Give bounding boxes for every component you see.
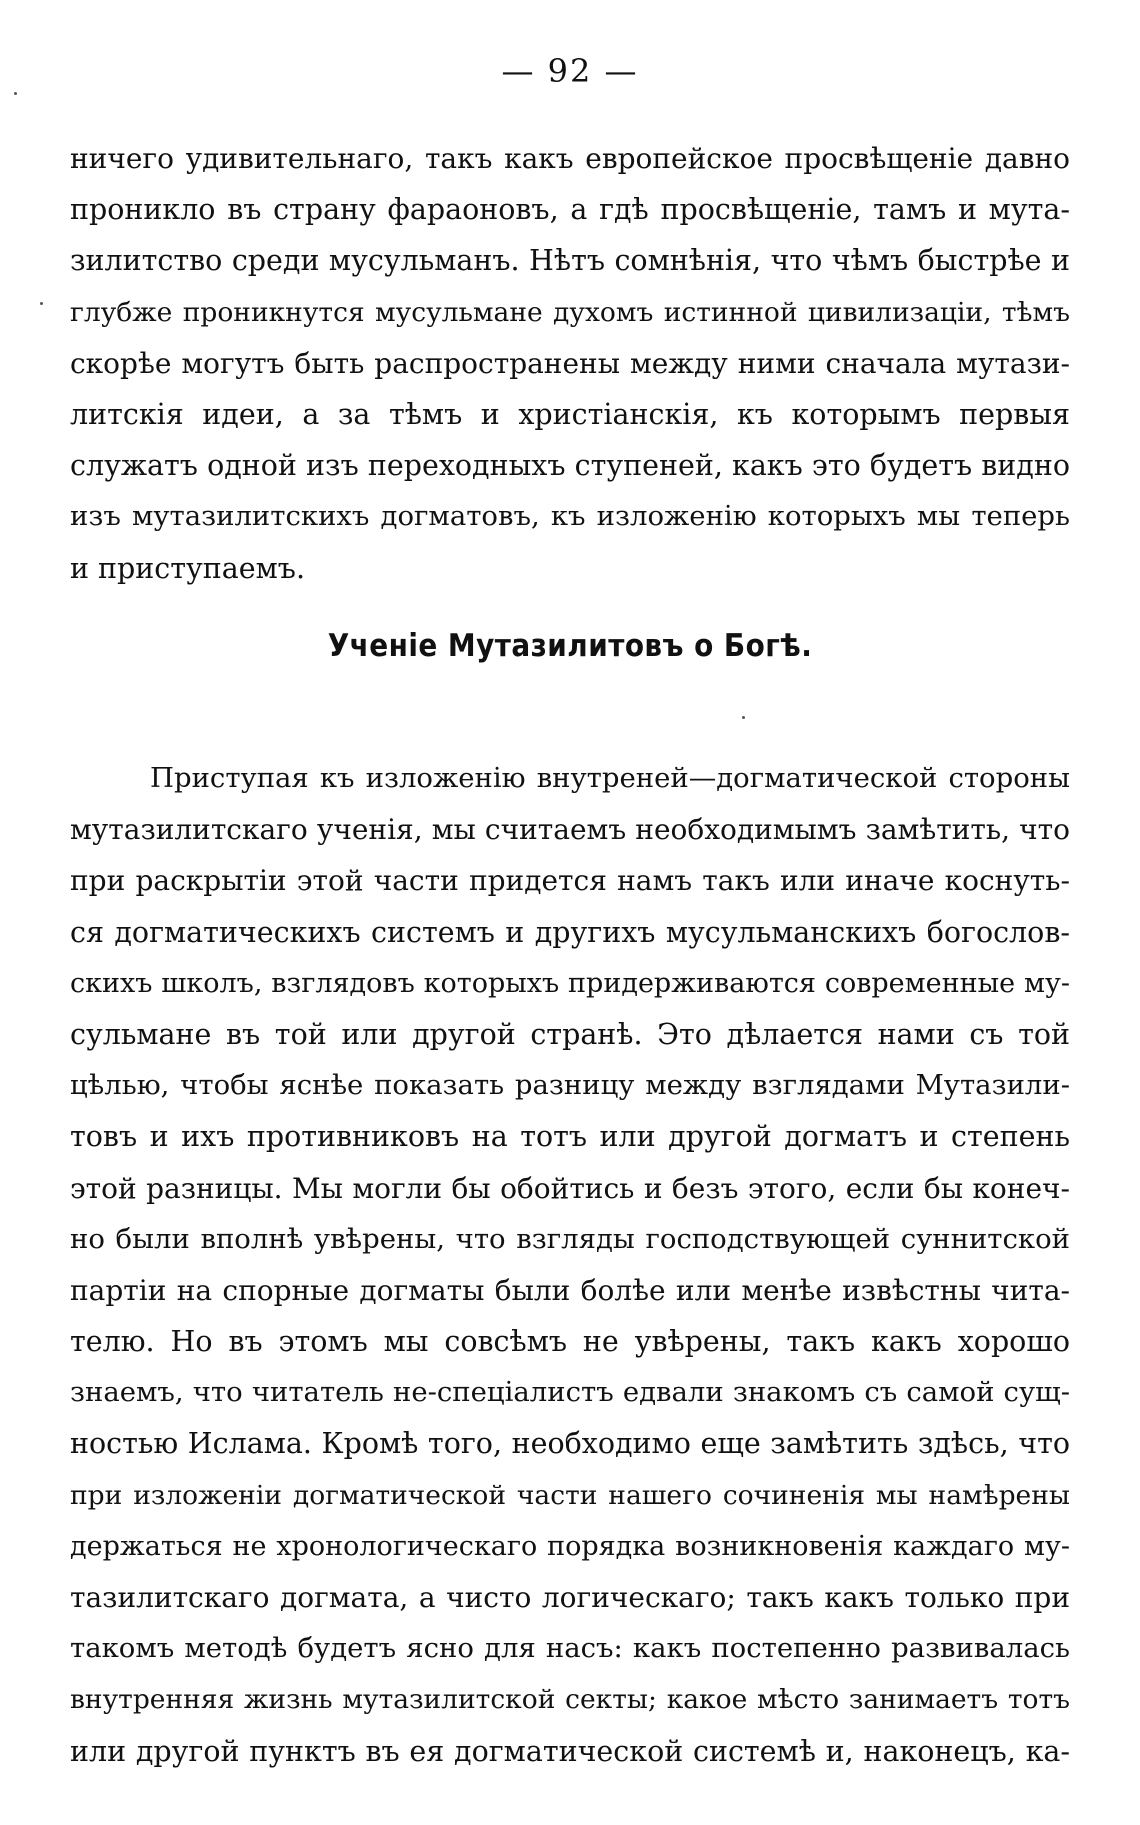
- text-line: при раскрытіи этой части придется намъ такъ или иначе коснуть-: [70, 864, 1070, 898]
- text-line: знаемъ, что читатель не-спеціалистъ едвали знакомъ съ самой сущ-: [70, 1376, 1070, 1409]
- scan-speck: [40, 302, 43, 305]
- text-line: или другой пунктъ въ ея догматической системѣ и, наконецъ, ка-: [70, 1734, 1070, 1768]
- text-line: товъ и ихъ противниковъ на тотъ или другой догматъ и степень: [70, 1120, 1070, 1154]
- text-line: ностью Ислама. Кромѣ того, необходимо еще замѣтить здѣсь, что: [70, 1427, 1070, 1461]
- text-line: цѣлью, чтобы яснѣе показать разницу между взглядами Мутазили-: [70, 1069, 1070, 1102]
- text-line: партіи на спорные догматы были болѣе или менѣе извѣстны чита-: [70, 1273, 1070, 1307]
- scan-speck: [14, 92, 17, 95]
- text-line: глубже проникнутся мусульмане духомъ истинной цивилизаціи, тѣмъ: [70, 296, 1070, 328]
- text-line: изъ мутазилитскихъ догматовъ, къ изложенію которыхъ мы теперь: [70, 500, 1070, 533]
- text-line: но были вполнѣ увѣрены, что взгляды господствующей суннитской: [70, 1222, 1070, 1255]
- text-line: ся догматическихъ системъ и другихъ мусульманскихъ богослов-: [70, 915, 1070, 949]
- text-line: такомъ методѣ будетъ ясно для насъ: какъ постепенно развивалась: [70, 1632, 1070, 1665]
- paragraph-2: [70, 753, 1070, 1777]
- text-line: проникло въ страну фараоновъ, а гдѣ просвѣщеніе, тамъ и мута-: [70, 193, 1070, 227]
- section-heading: Ученіе Мутазилитовъ о Богѣ.: [327, 628, 813, 664]
- text-line: этой разницы. Мы могли бы обойтись и безъ этого, если бы конеч-: [70, 1171, 1070, 1205]
- text-line: телю. Но въ этомъ мы совсѣмъ не увѣрены, такъ какъ хорошо: [70, 1325, 1070, 1359]
- text-line: литскія идеи, а за тѣмъ и христіанскія, къ которымъ первыя: [70, 397, 1070, 431]
- text-line: мутазилитскаго ученія, мы считаемъ необходимымъ замѣтить, что: [70, 813, 1070, 847]
- page-number: — 92 —: [501, 52, 639, 90]
- text-line: ничего удивительнаго, такъ какъ европейское просвѣщеніе давно: [70, 142, 1070, 175]
- text-line: Приступая къ изложенію внутреней—догматической стороны: [150, 762, 1070, 794]
- text-line: при изложеніи догматической части нашего сочиненія мы намѣрены: [70, 1479, 1070, 1511]
- text-line: зилитство среди мусульманъ. Нѣтъ сомнѣнія, что чѣмъ быстрѣе и: [70, 244, 1070, 278]
- text-line: скихъ школъ, взглядовъ которыхъ придерживаются современные му-: [70, 967, 1070, 999]
- text-line: тазилитскаго догмата, а чисто логическаго; такъ какъ только при: [70, 1581, 1070, 1614]
- text-line: внутренняя жизнь мутазилитской секты; какое мѣсто занимаетъ тотъ: [70, 1684, 1070, 1716]
- text-line: и приступаемъ.: [70, 551, 305, 585]
- text-line: держаться не хронологическаго порядка возникновенія каждаго му-: [70, 1530, 1070, 1562]
- text-line: сульмане въ той или другой странѣ. Это дѣлается нами съ той: [70, 1017, 1070, 1051]
- text-line: скорѣе могутъ быть распространены между ними сначала мутази-: [70, 346, 1070, 380]
- text-line: служатъ одной изъ переходныхъ ступеней, какъ это будетъ видно: [70, 449, 1070, 483]
- paragraph-1: [70, 133, 1070, 594]
- scan-speck: [742, 716, 745, 719]
